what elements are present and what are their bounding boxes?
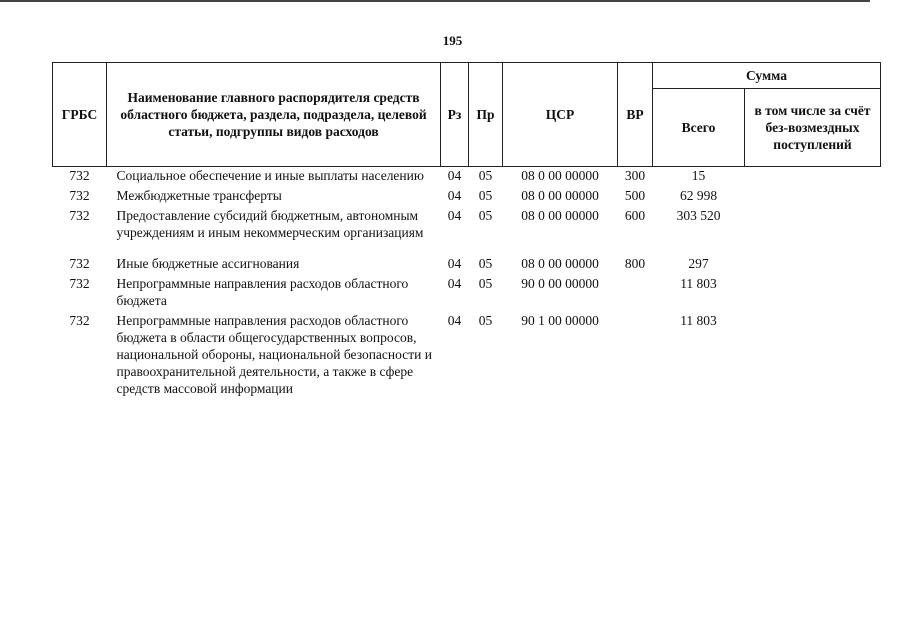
header-rz: Рз xyxy=(441,63,469,167)
cell-rz: 04 xyxy=(447,276,462,291)
cell-vr xyxy=(618,312,653,400)
cell-free xyxy=(745,255,881,275)
cell-rz: 04 xyxy=(447,208,462,223)
cell-free xyxy=(745,275,881,312)
cell-vr: 800 xyxy=(624,256,646,271)
cell-pr: 05 xyxy=(478,188,493,203)
page-number: 195 xyxy=(442,33,463,48)
cell-total: 303 520 xyxy=(676,208,721,223)
header-free: в том числе за счёт без-возмездных поступлений xyxy=(745,89,881,167)
cell-grbs: 732 xyxy=(69,256,90,271)
header-grbs: ГРБС xyxy=(53,63,107,167)
cell-free xyxy=(745,167,881,188)
cell-pr: 05 xyxy=(478,313,493,328)
cell-pr: 05 xyxy=(478,276,493,291)
header-vr: ВР xyxy=(618,63,653,167)
table-row xyxy=(53,255,881,275)
header-pr: Пр xyxy=(469,63,503,167)
table-row xyxy=(53,207,881,255)
cell-vr: 600 xyxy=(624,208,646,223)
header-csr: ЦСР xyxy=(503,63,618,167)
cell-vr: 300 xyxy=(624,168,646,183)
cell-csr: 08 0 00 00000 xyxy=(521,208,599,223)
cell-name: Предоставление субсидий бюджетным, автономным учреждениям и иным некоммерческим организациям xyxy=(116,208,424,240)
header-sum: Сумма xyxy=(653,63,881,89)
table-row xyxy=(53,167,881,188)
cell-rz: 04 xyxy=(447,313,462,328)
table-body xyxy=(53,167,881,401)
table-row xyxy=(53,187,881,207)
header-total: Всего xyxy=(653,89,745,167)
cell-grbs: 732 xyxy=(69,208,90,223)
cell-total: 15 xyxy=(691,168,706,183)
header-name: Наименование главного распорядителя средств областного бюджета, раздела, подраздела, целевой статьи, подгруппы видов расходов xyxy=(107,63,441,167)
cell-name: Иные бюджетные ассигнования xyxy=(116,256,300,271)
cell-grbs: 732 xyxy=(69,313,90,328)
table-header xyxy=(53,63,881,167)
cell-rz: 04 xyxy=(447,188,462,203)
cell-total: 297 xyxy=(688,256,709,271)
cell-total: 11 803 xyxy=(680,313,717,328)
cell-pr: 05 xyxy=(478,208,493,223)
top-rule xyxy=(0,0,870,2)
cell-pr: 05 xyxy=(478,256,493,271)
cell-name: Непрограммные направления расходов областного бюджета в области общегосударственных вопросов, национальной обороны, национальной безопасности и правоохранительной деятельности, а также в сфере средств массовой информации xyxy=(116,313,432,396)
cell-csr: 90 0 00 00000 xyxy=(521,276,599,291)
cell-csr: 08 0 00 00000 xyxy=(521,188,599,203)
cell-name: Межбюджетные трансферты xyxy=(116,188,282,203)
budget-table xyxy=(52,62,881,400)
table-row xyxy=(53,275,881,312)
cell-rz: 04 xyxy=(447,256,462,271)
cell-name: Непрограммные направления расходов областного бюджета xyxy=(116,276,409,308)
cell-vr xyxy=(618,275,653,312)
cell-rz: 04 xyxy=(447,168,462,183)
cell-grbs: 732 xyxy=(69,188,90,203)
cell-name: Социальное обеспечение и иные выплаты населению xyxy=(116,168,424,183)
cell-free xyxy=(745,187,881,207)
cell-grbs: 732 xyxy=(69,276,90,291)
cell-pr: 05 xyxy=(478,168,493,183)
table-row xyxy=(53,312,881,400)
cell-grbs: 732 xyxy=(69,168,90,183)
cell-csr: 08 0 00 00000 xyxy=(521,168,599,183)
cell-csr: 90 1 00 00000 xyxy=(521,313,599,328)
cell-vr: 500 xyxy=(624,188,646,203)
cell-free xyxy=(745,207,881,255)
cell-free xyxy=(745,312,881,400)
cell-total: 11 803 xyxy=(680,276,717,291)
cell-csr: 08 0 00 00000 xyxy=(521,256,599,271)
cell-total: 62 998 xyxy=(679,188,718,203)
